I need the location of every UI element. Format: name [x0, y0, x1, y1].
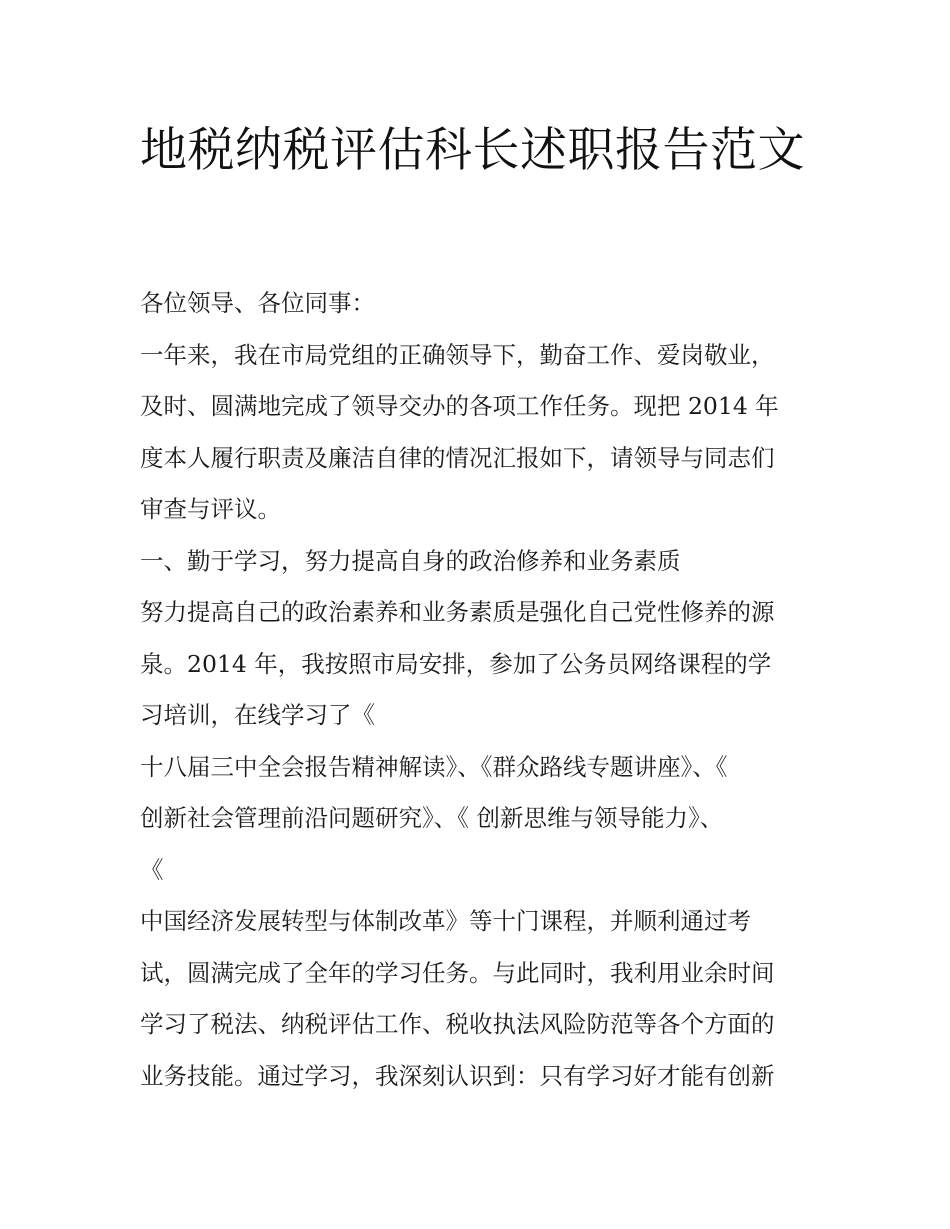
paragraph-line: 业务技能。通过学习，我深刻认识到：只有学习好才能有创新	[140, 1061, 775, 1090]
paragraph-line: 试，圆满完成了全年的学习任务。与此同时，我利用业余时间	[140, 958, 775, 987]
paragraph-line: 审查与评议。	[140, 495, 281, 523]
paragraph-line: 努力提高自己的政治素养和业务素质是强化自己党性修养的源	[140, 598, 775, 626]
document-title: 地税纳税评估科长述职报告范文	[140, 123, 805, 178]
paragraph-line: 学习了税法、纳税评估工作、税收执法风险防范等各个方面的	[140, 1010, 775, 1038]
document-body	[140, 278, 820, 1102]
section-heading: 一、勤于学习，努力提高自身的政治修养和业务素质	[140, 546, 681, 575]
salutation-line: 各位领导、各位同事：	[140, 289, 375, 317]
paragraph-line: 十八届三中全会报告精神解读》、《群众路线专题讲座》、《	[140, 752, 728, 781]
paragraph-line: 习培训，在线学习了《	[140, 701, 375, 729]
paragraph-line: 泉。2014 年，我按照市局安排，参加了公务员网络课程的学	[140, 649, 772, 678]
paragraph-line: 度本人履行职责及廉洁自律的情况汇报如下，请领导与同志们	[140, 443, 775, 472]
paragraph-line: 一年来，我在市局党组的正确领导下，勤奋工作、爱岗敬业，	[140, 340, 775, 369]
paragraph-line: 创新社会管理前沿问题研究》、《 创新思维与领导能力》、	[140, 804, 724, 832]
paragraph-line: 《	[140, 855, 164, 884]
paragraph-line: 中国经济发展转型与体制改革》等十门课程，并顺利通过考	[140, 907, 751, 935]
paragraph-line: 及时、圆满地完成了领导交办的各项工作任务。现把 2014 年	[140, 392, 779, 420]
